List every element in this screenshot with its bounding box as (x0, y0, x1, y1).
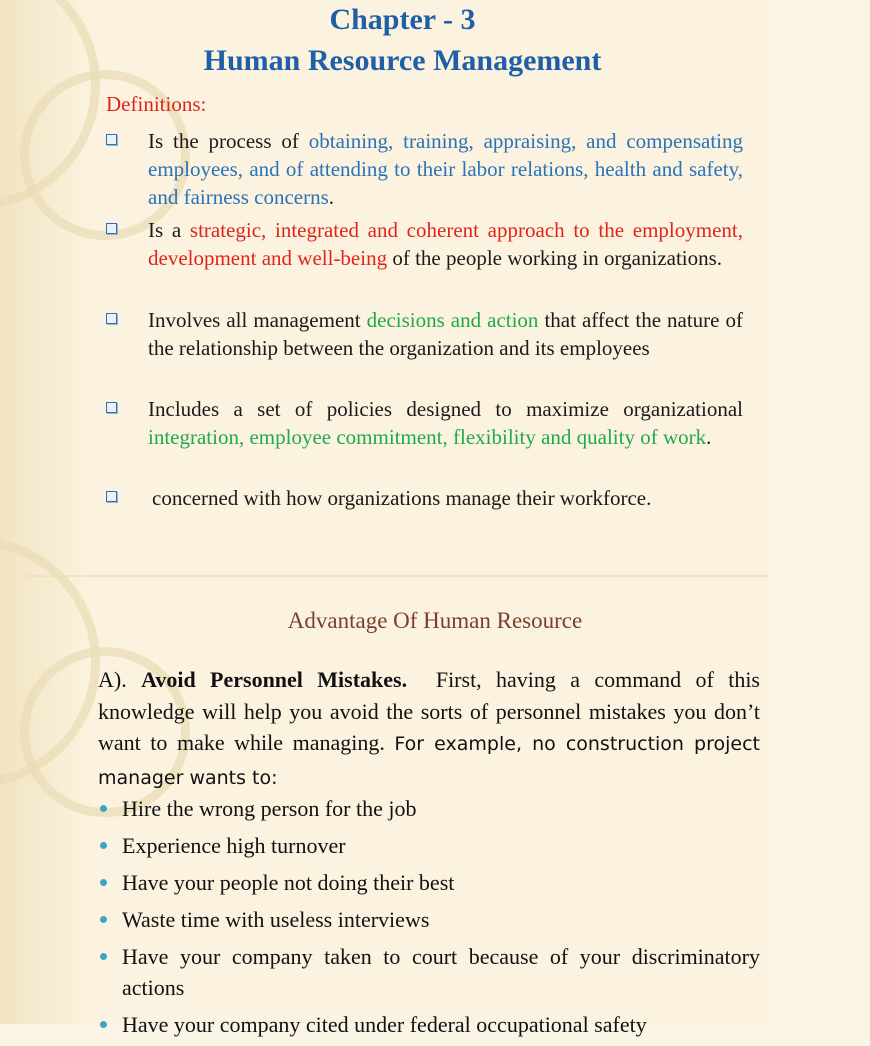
mistakes-list (98, 793, 760, 1046)
list-item (98, 793, 760, 824)
list-item-text: Hire the wrong person for the job (122, 796, 417, 821)
text-run: of the people working in organizations. (387, 246, 723, 270)
text-run: Is the process of (148, 129, 309, 153)
bullet-dot-icon (100, 879, 107, 886)
list-item-text: Have your company cited under federal occupational safety (122, 1012, 647, 1037)
text-run: Is a (148, 218, 190, 242)
bullet-dot-icon (100, 1021, 107, 1028)
para-body: First, having a command of this knowledge will help you avoid the sorts of personnel mistakes you don’t want to make while managing. (98, 667, 766, 755)
square-bullet-icon (106, 491, 117, 502)
chapter-title: Chapter - 3 (329, 3, 476, 36)
para-example-lead: For example, no construction project manager wants to: (98, 733, 761, 789)
text-run: . (328, 185, 335, 209)
highlight-green: decisions and action (366, 308, 539, 332)
slide-advantages (0, 577, 768, 1037)
definition-text (148, 306, 743, 362)
bullet-dot-icon (100, 953, 107, 960)
list-item (98, 1009, 760, 1040)
list-item (98, 867, 760, 898)
highlight-red: strategic, integrated and coherent approach to the employment, development and well-being (148, 218, 743, 270)
definition-text (152, 484, 743, 512)
highlight-green: integration, employee commitment, flexibility and quality of work (148, 425, 707, 449)
list-item (98, 904, 760, 935)
list-item-text: Have your company taken to court because of your discriminatory actions (122, 944, 760, 1000)
list-item (98, 941, 760, 1003)
text-run: that affect the nature of the relationship between the organization and its employees (148, 308, 743, 360)
definition-text (148, 216, 743, 272)
section-heading: Advantage Of Human Resource (287, 608, 583, 633)
list-item (98, 830, 760, 861)
square-bullet-icon (106, 402, 117, 413)
square-bullet-icon (106, 134, 117, 145)
definition-bullet (106, 395, 743, 451)
list-item-text: Experience high turnover (122, 833, 346, 858)
square-bullet-icon (106, 223, 117, 234)
definition-text (148, 127, 743, 211)
bullet-dot-icon (100, 805, 107, 812)
para-bold-heading: Avoid Personnel Mistakes. (141, 667, 408, 692)
bullet-dot-icon (100, 842, 107, 849)
definition-bullet (106, 306, 743, 362)
text-run: Involves all management (148, 308, 367, 332)
definitions-label: Definitions: (106, 92, 207, 116)
square-bullet-icon (106, 313, 117, 324)
text-run: concerned with how organizations manage their workforce. (152, 486, 652, 510)
text-run: Includes a set of policies designed to maximize organizational (148, 397, 743, 421)
list-item-text: Waste time with useless interviews (122, 907, 430, 932)
definition-bullet (106, 127, 743, 211)
definition-text (148, 395, 743, 451)
slide-definitions (0, 0, 768, 576)
page-title: Human Resource Management (203, 44, 602, 77)
advantage-paragraph (98, 664, 766, 794)
bullet-dot-icon (100, 916, 107, 923)
definition-bullet (106, 216, 743, 272)
highlight-blue: obtaining, training, appraising, and compensating employees, and of attending to their labor relations, health and safety, and fairness concerns (148, 129, 743, 209)
text-run: . (706, 425, 712, 449)
list-item-text: Have your people not doing their best (122, 870, 455, 895)
para-prefix: A). (98, 667, 142, 692)
definition-bullet (106, 484, 743, 512)
